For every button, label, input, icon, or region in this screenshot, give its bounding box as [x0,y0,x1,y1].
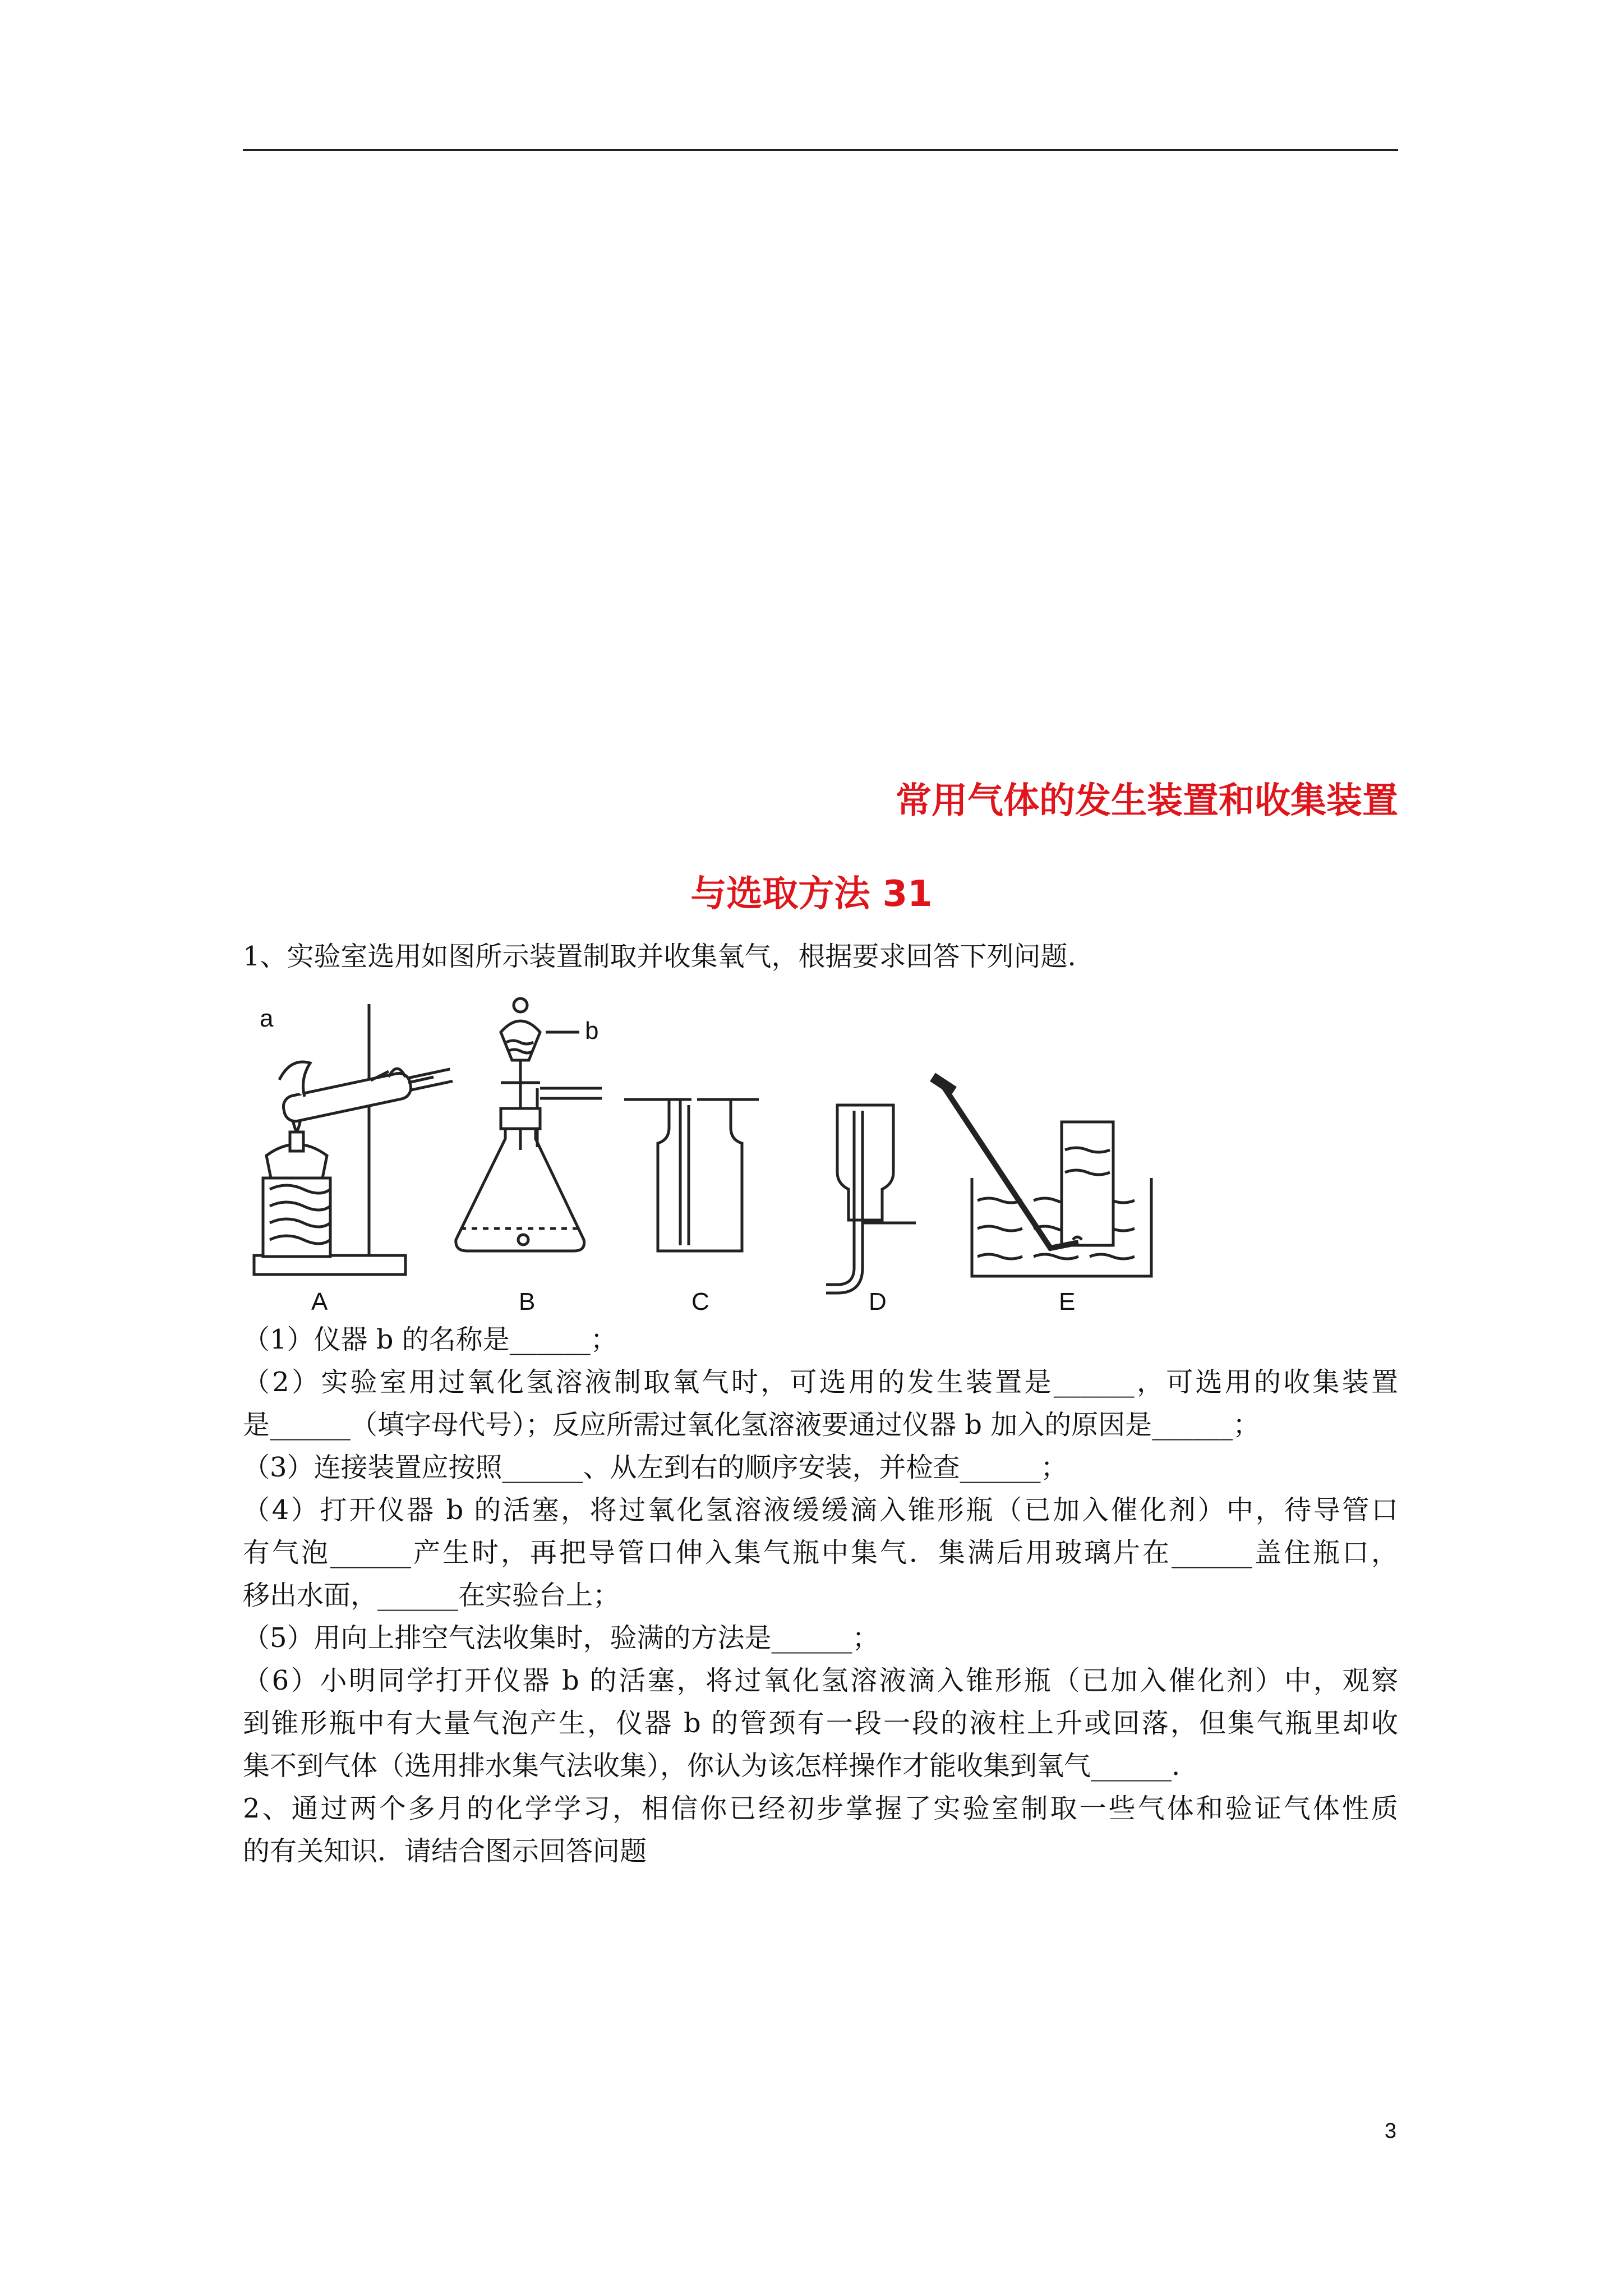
q1-part-6-line-3: 集不到气体（选用排水集气法收集），你认为该怎样操作才能收集到氧气______. [243,1750,1181,1782]
q1-part-2-line-2: 是______（填字母代号）；反应所需过氧化氢溶液要通过仪器 b 加入的原因是______； [243,1409,1260,1441]
apparatus-figure [243,993,1241,1324]
label-a: a [260,1005,274,1032]
question-1-stem [243,935,1398,978]
document-title-line2: 与选取方法 31 [690,873,933,915]
q2-line-2: 的有关知识．请结合图示回答问题 [243,1835,647,1867]
q1-part-2-line-1: （2）实验室用过氧化氢溶液制取氧气时，可选用的发生装置是______，可选用的收集装置 [243,1366,1398,1398]
caption-c: C [691,1288,709,1315]
q1-part-4-line-3: 移出水面，______在实验台上； [243,1580,620,1611]
apparatus-d [826,1105,916,1293]
question-1-parts [243,1318,1398,1872]
apparatus-b [456,999,602,1251]
header-rule [243,149,1398,151]
caption-d: D [869,1288,887,1315]
q1-part-5: （5）用向上排空气法收集时，验满的方法是______； [243,1622,879,1654]
q1-part-6-line-1: （6）小明同学打开仪器 b 的活塞，将过氧化氢溶液滴入锥形瓶（已加入催化剂）中，观察 [243,1665,1398,1696]
apparatus-c [624,1099,759,1251]
q2-line-1: 2、通过两个多月的化学学习，相信你已经初步掌握了实验室制取一些气体和验证气体性质 [243,1793,1398,1824]
q1-part-4-line-1: （4）打开仪器 b 的活塞，将过氧化氢溶液缓缓滴入锥形瓶（已加入催化剂）中，待导管口 [243,1494,1398,1526]
caption-a: A [311,1288,328,1315]
apparatus-e [933,1077,1151,1276]
caption-b: B [519,1288,536,1315]
q1-part-1: （1）仪器 b 的名称是______； [243,1324,617,1355]
q1-part-4-line-2: 有气泡______产生时，再把导管口伸入集气瓶中集气．集满后用玻璃片在______盖住瓶口， [243,1537,1398,1568]
caption-e: E [1059,1288,1076,1315]
q1-part-6-line-2: 到锥形瓶中有大量气泡产生，仪器 b 的管颈有一段一段的液柱上升或回落，但集气瓶里却收 [243,1708,1398,1739]
label-b: b [585,1017,599,1045]
apparatus-a [254,1004,454,1274]
q1-part-3: （3）连接装置应按照______、从左到右的顺序安装，并检查______； [243,1452,1068,1483]
question-1-stem-text: 1、实验室选用如图所示装置制取并收集氧气，根据要求回答下列问题. [243,941,1076,972]
page-number: 3 [1384,2119,1396,2143]
document-title-line1: 常用气体的发生装置和收集装置 [896,780,1398,822]
